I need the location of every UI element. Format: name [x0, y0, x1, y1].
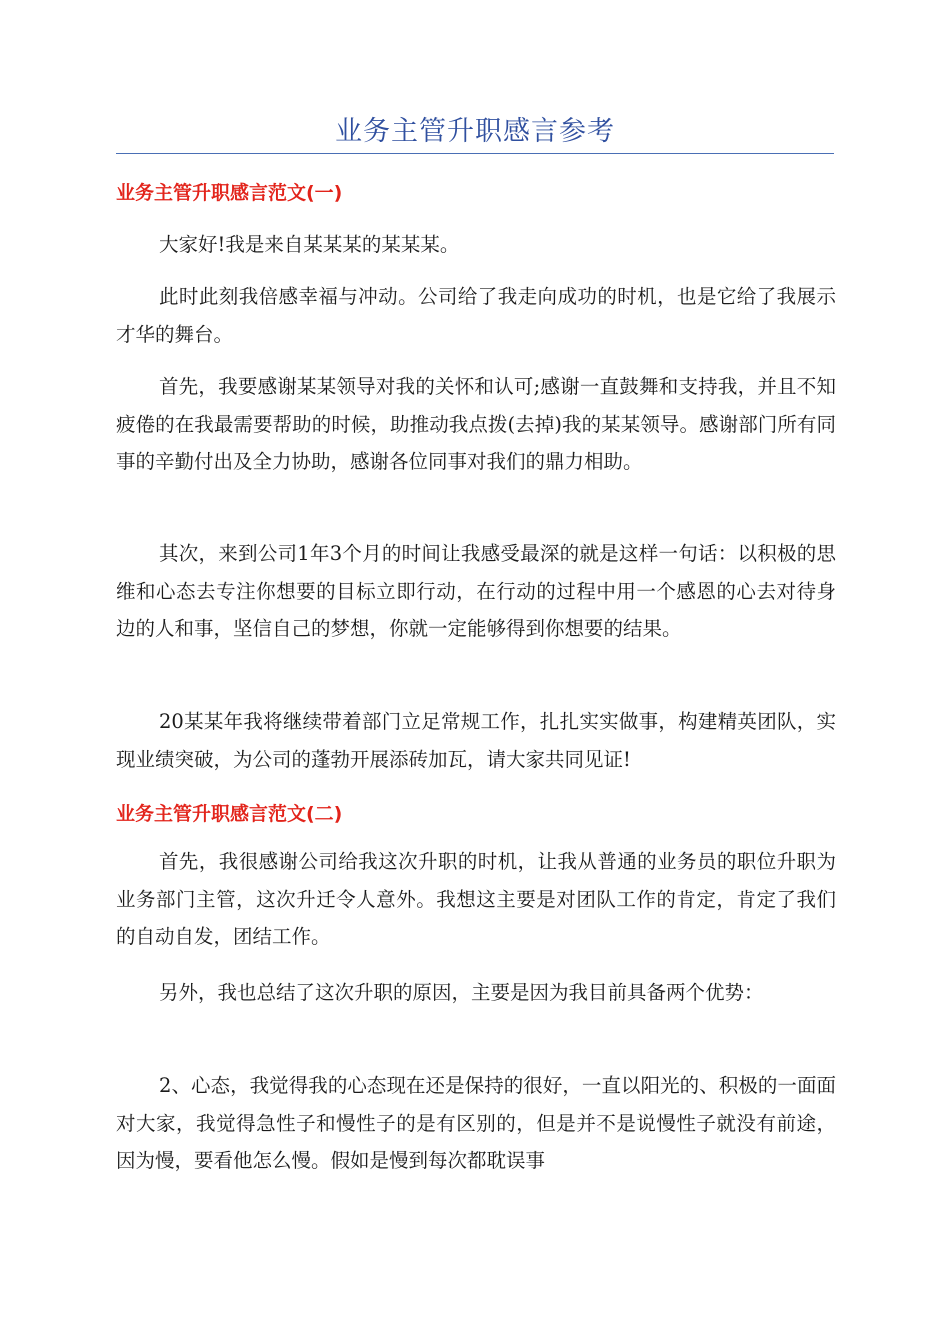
paragraph: 2、心态，我觉得我的心态现在还是保持的很好，一直以阳光的、积极的一面面对大家，我觉得急性子和慢性子的是有区别的，但是并不是说慢性子就没有前途，因为慢，要看他怎么慢。假如是慢到每次都耽误事 [116, 1074, 836, 1172]
paragraph: 此时此刻我倍感幸福与冲动。公司给了我走向成功的时机，也是它给了我展示才华的舞台。 [116, 285, 836, 346]
document-title: 业务主管升职感言参考 [335, 116, 615, 147]
paragraph: 20某某年我将继续带着部门立足常规工作，扎扎实实做事，构建精英团队，实现业绩突破，为公司的蓬勃开展添砖加瓦，请大家共同见证! [116, 710, 836, 771]
section-heading-2: 业务主管升职感言范文(二) [116, 803, 343, 825]
paragraph: 另外，我也总结了这次升职的原因，主要是因为我目前具备两个优势： [159, 981, 764, 1004]
paragraph: 其次，来到公司1年3个月的时间让我感受最深的就是这样一句话：以积极的思维和心态去专注你想要的目标立即行动，在行动的过程中用一个感恩的心去对待身边的人和事，坚信自己的梦想，你就一定能够得到你想要的结果。 [116, 542, 836, 640]
paragraph: 首先，我很感谢公司给我这次升职的时机，让我从普通的业务员的职位升职为业务部门主管，这次升迁令人意外。我想这主要是对团队工作的肯定，肯定了我们的自动自发，团结工作。 [116, 850, 836, 948]
title-underline [116, 153, 834, 154]
paragraph: 大家好!我是来自某某某的某某某。 [159, 233, 460, 256]
paragraph: 首先，我要感谢某某领导对我的关怀和认可;感谢一直鼓舞和支持我，并且不知疲倦的在我最需要帮助的时候，助推动我点拨(去掉)我的某某领导。感谢部门所有同事的辛勤付出及全力协助，感谢各位同事对我们的鼎力相助。 [116, 375, 836, 473]
section-heading-1: 业务主管升职感言范文(一) [116, 182, 343, 204]
